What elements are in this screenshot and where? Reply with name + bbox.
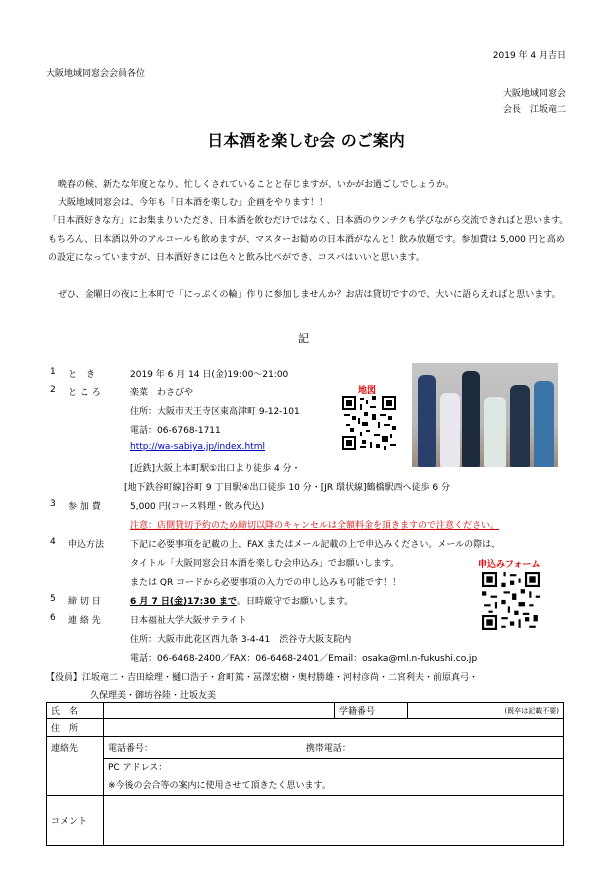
form-qr-code-icon[interactable]: [482, 572, 540, 630]
item-number: 6: [50, 613, 56, 623]
venue-address: 住所：大阪市天王寺区東高津町 9-12-101: [130, 407, 300, 417]
officers-line-2: 久保理美・御坊谷陸・辻坂友美: [90, 691, 217, 701]
form-pc-label: PC アドレス：: [108, 763, 168, 773]
form-address-field[interactable]: [104, 719, 564, 737]
apply-line-2: タイトル「大阪同窓会日本酒を楽しむ会申込み」でお願いします。: [130, 559, 400, 569]
contact-org: 日本福祉大学大阪サテライト: [130, 616, 247, 626]
form-pc-address-field[interactable]: [104, 759, 564, 796]
page-title: 日本酒を楽しむ会 のご案内: [207, 131, 405, 150]
form-qr-label: 申込みフォーム: [478, 560, 541, 570]
deadline-date: 6 月 7 日(金)17:30 まで: [130, 597, 237, 607]
form-phone-label: 電話番号：: [108, 744, 154, 754]
event-datetime: 2019 年 6 月 14 日(金)19:00～21:00: [130, 370, 289, 380]
body-paragraph-3: 「日本酒好きな方」にお集まりいただき、日本酒を飲むだけではなく、日本酒のウンチクも学びながら交流できればと思います。もちろん、日本酒以外のアルコールも飲めますが、マスターお勧めの日本酒がなんと！飲み放題です。参加費は 5,000 円と高めの設定になっていますが、日本酒好きには色々と飲み比べができ、コスパはいいと思います。: [48, 216, 569, 263]
document-date: 2019 年 4 月吉日: [492, 51, 566, 61]
form-student-id-label: 学籍番号: [335, 703, 408, 719]
venue-access-1: [近鉄]大阪上本町駅①出口より徒歩 4 分・: [130, 464, 301, 474]
form-comment-label: コメント: [47, 796, 104, 846]
item-label-place: と こ ろ: [68, 388, 101, 398]
application-form: [46, 702, 564, 846]
cancellation-notice: 注意：店側貸切予約のため締切以降のキャンセルは全額料金を頂きますので注意ください。: [130, 521, 500, 531]
item-label-apply: 申込方法: [68, 540, 105, 550]
item-number: 3: [50, 499, 56, 509]
item-label-contact: 連 絡 先: [68, 616, 101, 626]
venue-phone: 電話：06-6768-1711: [130, 426, 221, 436]
sender-name: 会長 江坂竜二: [502, 105, 566, 115]
contact-phone-email: 電話：06-6468-2400／FAX：06-6468-2401／Email：osaka@ml.n-fukushi.co.jp: [130, 654, 478, 664]
form-contact-label: 連絡先: [47, 737, 104, 796]
form-name-label: 氏 名: [47, 703, 104, 719]
addressee: 大阪地域同窓会会員各位: [46, 69, 146, 79]
item-label-deadline: 締 切 日: [68, 597, 101, 607]
item-number: 2: [50, 385, 56, 395]
form-student-id-note: (既卒は記載不要): [504, 706, 559, 715]
body-paragraph-1: 晩春の候、新たな年度となり、忙しくされていることと存じますが、いかがお過ごしでしょうか。: [58, 180, 455, 190]
form-name-field[interactable]: [104, 703, 335, 719]
map-qr-label: 地図: [358, 386, 377, 396]
map-qr-code-icon[interactable]: [342, 396, 396, 450]
item-number: 4: [50, 537, 56, 547]
officers-line-1: 【役員】江坂竜二・吉田絵理・樋口浩子・倉町篤・冨澤宏樹・奥村勝雄・河村彦尚・二宮利夫・前原真弓・: [46, 673, 479, 683]
venue-name: 楽菜 わさびや: [130, 388, 194, 398]
apply-line-1: 下記に必要事項を記載の上、FAX またはメール記載の上で申込みください。メールの際は、: [130, 540, 501, 550]
form-address-label: 住 所: [47, 719, 104, 737]
deadline-line: [130, 594, 353, 607]
form-student-id-field[interactable]: [408, 703, 564, 719]
apply-line-3: または QR コードから必要事項の入力での申し込みも可能です！！: [130, 578, 402, 588]
contact-address: 住所：大阪市此花区西九条 3-4-41 渋谷寺大阪支院内: [130, 635, 352, 645]
venue-access-2: [地下鉄谷町線]谷町 9 丁目駅④出口徒歩 10 分・[JR 環状線]鶴橋駅西へ徒歩 6 分: [124, 483, 450, 493]
form-pc-note: ※今後の会合等の案内に使用させて頂きたく思います。: [108, 781, 331, 791]
form-phone-row[interactable]: [104, 737, 564, 759]
item-number: 1: [50, 367, 56, 377]
sender-org: 大阪地域同窓会: [502, 89, 566, 99]
form-comment-field[interactable]: [104, 796, 564, 846]
form-mobile-label: 携帯電話：: [305, 744, 351, 754]
item-number: 5: [50, 594, 56, 604]
deadline-rest: 。日時厳守でお願いします。: [236, 597, 354, 607]
ki-heading: 記: [298, 332, 309, 345]
sake-bottles-photo: [412, 363, 558, 467]
item-label-fee: 参 加 費: [68, 502, 101, 512]
venue-url-link[interactable]: http://wa-sabiya.jp/index.html: [130, 442, 266, 452]
body-paragraph-4: ぜひ、金曜日の夜に上本町で「にっぷくの輪」作りに参加しませんか？お店は貸切ですので、大いに語らえればと思います。: [58, 290, 561, 300]
body-paragraph-2: 大阪地域同窓会は、今年も「日本酒を楽しむ」企画をやります！！: [58, 198, 329, 208]
fee-value: 5,000 円(コース料理・飲み代込): [130, 502, 265, 512]
item-label-time: と き: [68, 370, 96, 380]
